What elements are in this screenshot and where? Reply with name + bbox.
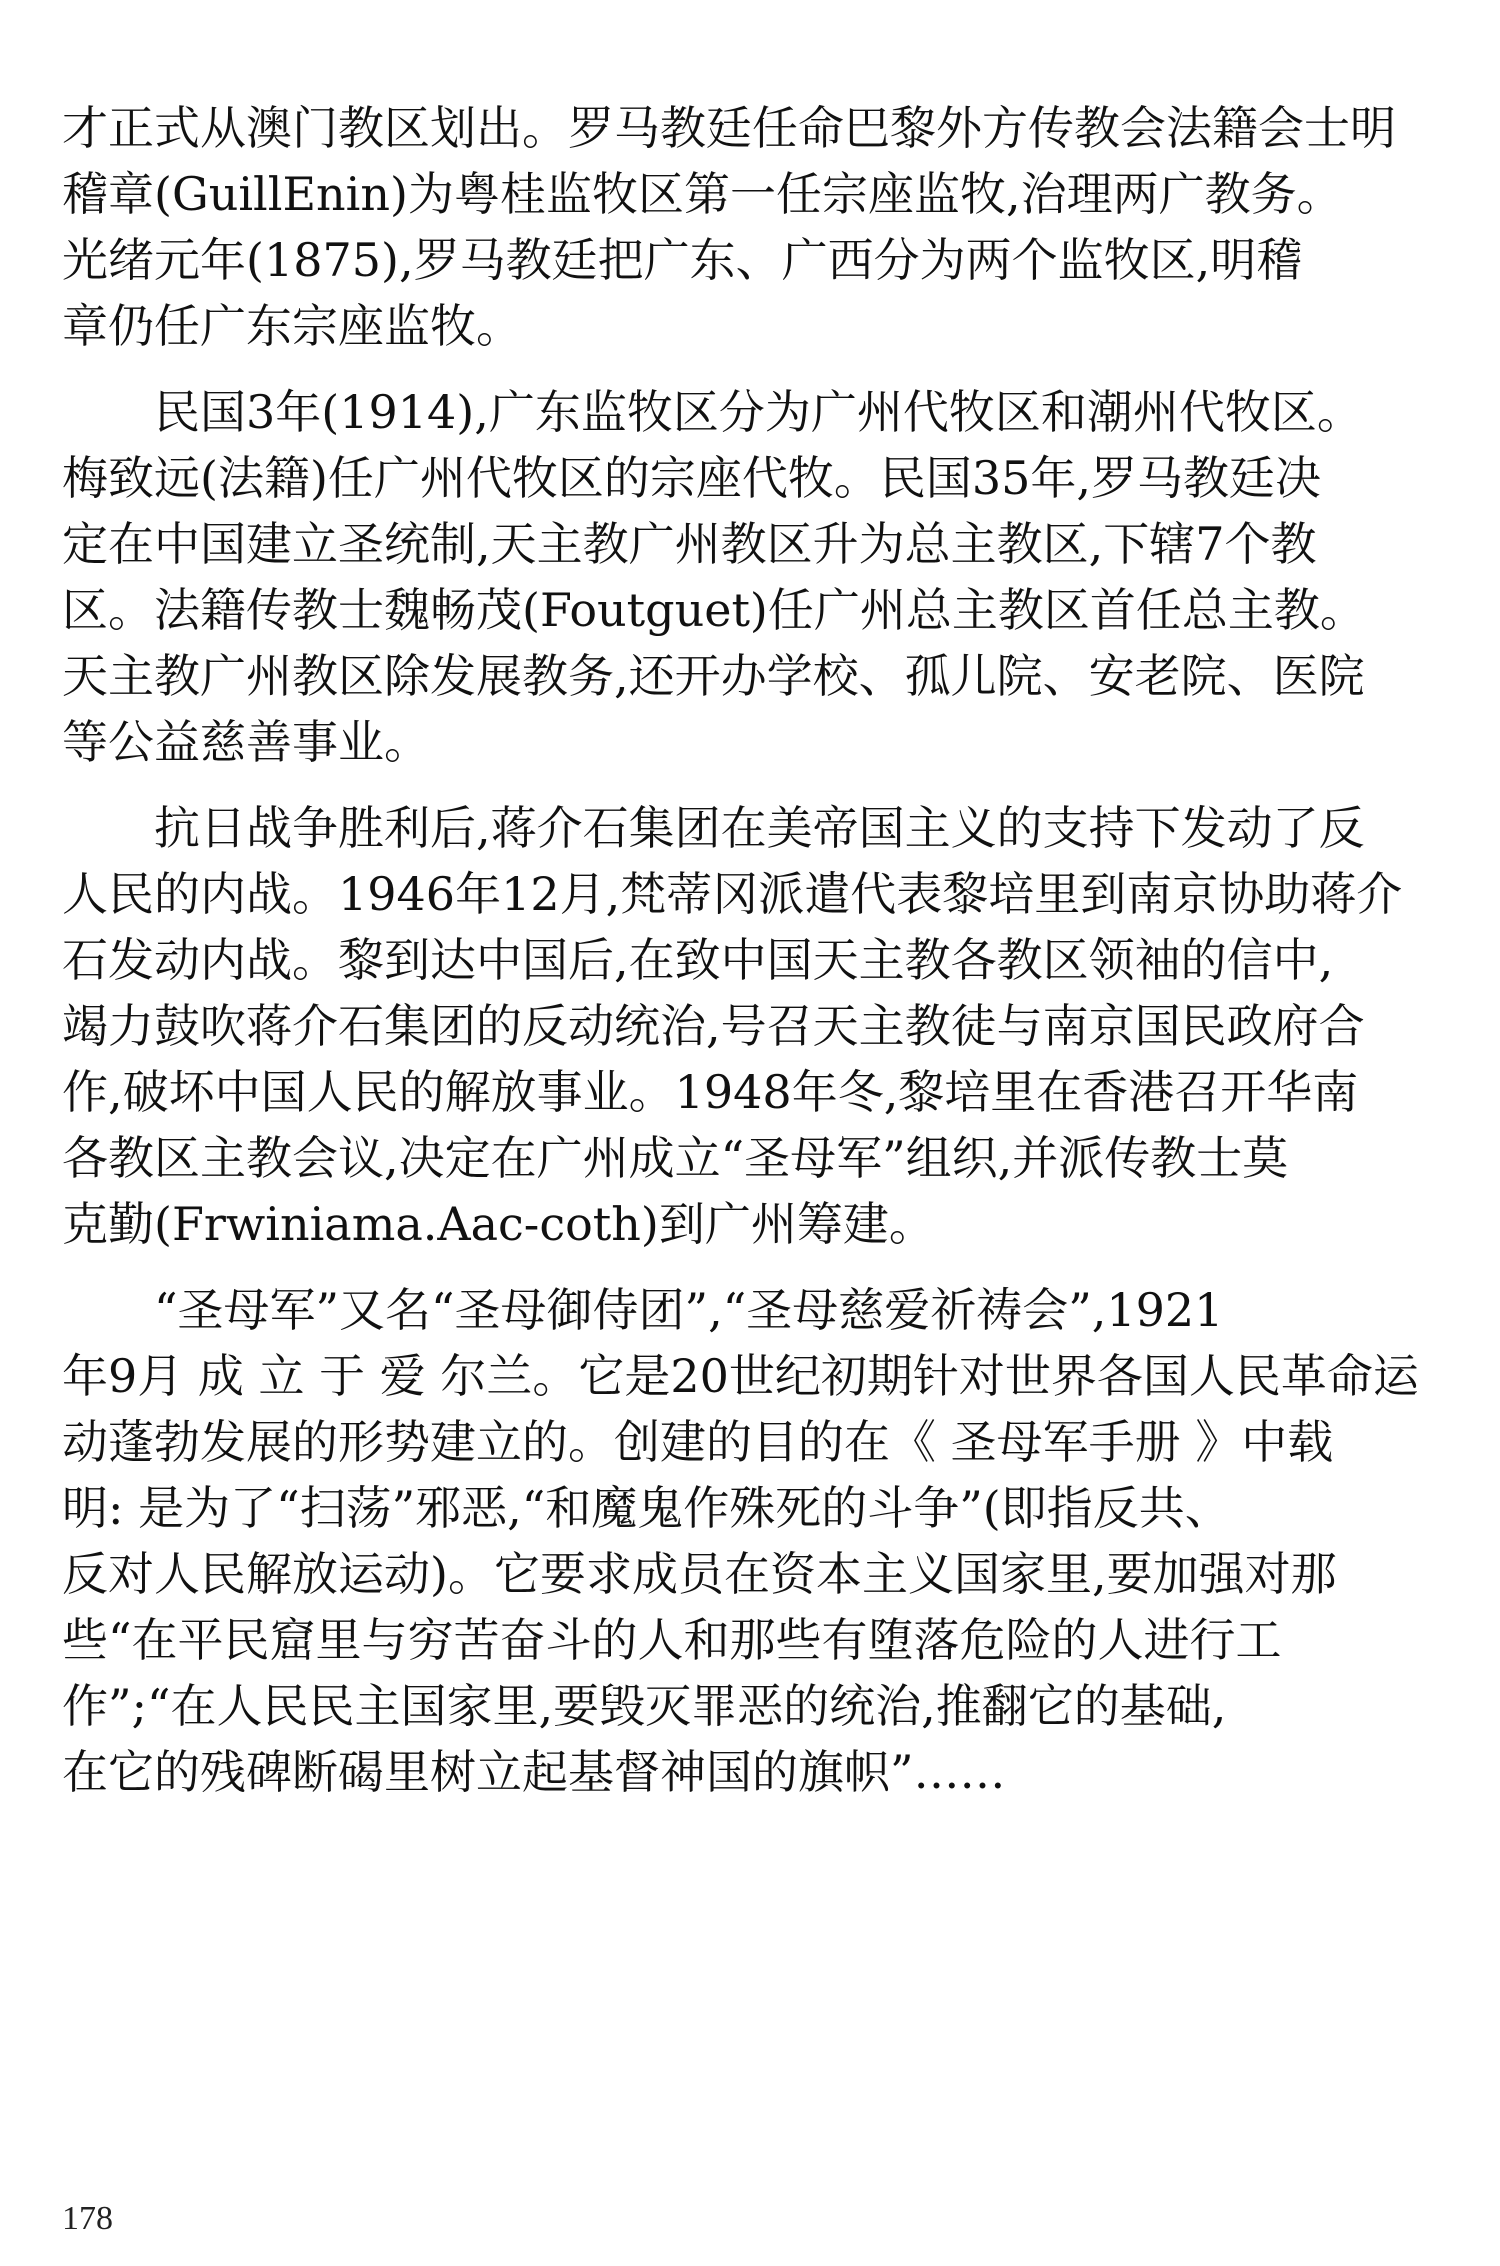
text-line: 石发动内战。黎到达中国后,在致中国天主教各教区领袖的信中, xyxy=(62,933,1334,987)
text-line: 在它的残碑断碣里树立起基督神国的旗帜”…… xyxy=(62,1745,1006,1799)
text-line: 光绪元年(1875),罗马教廷把广东、广西分为两个监牧区,明稽 xyxy=(62,233,1303,287)
paragraph-gap xyxy=(62,1257,1422,1277)
paragraph xyxy=(62,1277,1422,1805)
text-line: 民国3年(1914),广东监牧区分为广州代牧区和潮州代牧区。 xyxy=(62,385,1363,439)
paragraph xyxy=(62,95,1422,359)
text-line: 章仍任广东宗座监牧。 xyxy=(62,299,522,353)
text-line: 些“在平民窟里与穷苦奋斗的人和那些有堕落危险的人进行工 xyxy=(62,1613,1282,1667)
text-line: 作,破坏中国人民的解放事业。1948年冬,黎培里在香港召开华南 xyxy=(62,1065,1359,1119)
text-line: 等公益慈善事业。 xyxy=(62,715,430,769)
text-line: 才正式从澳门教区划出。罗马教廷任命巴黎外方传教会法籍会士明 xyxy=(62,101,1396,155)
paragraph xyxy=(62,795,1422,1257)
text-line: 稽章(GuillEnin)为粤桂监牧区第一任宗座监牧,治理两广教务。 xyxy=(62,167,1343,221)
text-line: 作”;“在人民民主国家里,要毁灭罪恶的统治,推翻它的基础, xyxy=(62,1679,1227,1733)
paragraph-gap xyxy=(62,775,1422,795)
text-line: 竭力鼓吹蒋介石集团的反动统治,号召天主教徒与南京国民政府合 xyxy=(62,999,1365,1053)
text-line: 梅致远(法籍)任广州代牧区的宗座代牧。民国35年,罗马教廷决 xyxy=(62,451,1322,505)
text-line: 年9月 成 立 于 爱 尔兰。它是20世纪初期针对世界各国人民革命运 xyxy=(62,1349,1419,1403)
page-number: 178 xyxy=(62,2200,113,2237)
text-line: 天主教广州教区除发展教务,还开办学校、孤儿院、安老院、医院 xyxy=(62,649,1365,703)
paragraph-gap xyxy=(62,359,1422,379)
text-line: 克勤(Frwiniama.Aac-coth)到广州筹建。 xyxy=(62,1197,935,1251)
text-line: 人民的内战。1946年12月,梵蒂冈派遣代表黎培里到南京协助蒋介 xyxy=(62,867,1403,921)
paragraph xyxy=(62,379,1422,775)
text-line: 定在中国建立圣统制,天主教广州教区升为总主教区,下辖7个教 xyxy=(62,517,1317,571)
text-line: 各教区主教会议,决定在广州成立“圣母军”组织,并派传教士莫 xyxy=(62,1131,1289,1185)
text-line: 明: 是为了“扫荡”邪恶,“和魔鬼作殊死的斗争”(即指反共、 xyxy=(62,1481,1231,1535)
text-line: “圣母军”又名“圣母御侍团”,“圣母慈爱祈祷会”,1921 xyxy=(62,1283,1224,1337)
text-line: 反对人民解放运动)。它要求成员在资本主义国家里,要加强对那 xyxy=(62,1547,1337,1601)
body-text xyxy=(62,95,1422,1805)
text-line: 动蓬勃发展的形势建立的。创建的目的在《 圣母军手册 》中载 xyxy=(62,1415,1334,1469)
text-line: 区。法籍传教士魏畅茂(Foutguet)任广州总主教区首任总主教。 xyxy=(62,583,1366,637)
text-line: 抗日战争胜利后,蒋介石集团在美帝国主义的支持下发动了反 xyxy=(62,801,1365,855)
